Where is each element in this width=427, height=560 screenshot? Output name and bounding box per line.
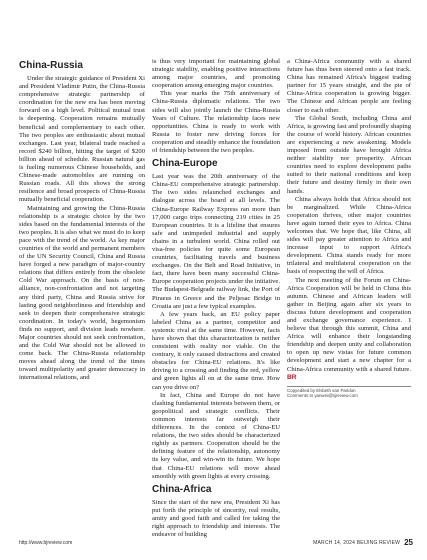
section-heading-china-europe: China-Europe xyxy=(152,158,218,170)
body-paragraph: A few years back, an EU policy paper labeled China as a partner, competitor and systemic rival at the same time. However, facts have shown that this characterization is neither consistent with reality nor viable. On the contrary, it only caused distractions and created obstacles for China-EU relations. It's like driving to a crossing and finding the red, yellow and green lights all on at the same time. How can you drive on? xyxy=(152,310,280,391)
body-paragraph: Last year was the 20th anniversary of the China-EU comprehensive strategic partnership. The two sides relaunched exchanges and dialogue across the board at all levels. The China-Europe Railway Express ran more than 17,000 cargo trips connecting 219 cities in 25 European countries. It is a lifeline that ensures safe and unimpeded industrial and supply chains in a turbulent world. China rolled out visa-free policies for quite some European countries, facilitating travels and business exchanges. On the Belt and Road Initiative, in fact, there have been many successful China-Europe cooperation projects under the initiative. The Budapest-Belgrade railway link, the Port of Piraeus in Greece and the Peljesac Bridge in Croatia are just a few typical examples. xyxy=(152,173,280,310)
body-paragraph: China always holds that Africa should not be marginalized. While China-Africa cooperation thrives, other major countries have again turned their eyes to Africa. China welcomes that. We hope that, like China, all sides will pay greater attention to Africa and increase input to support Africa's development. China stands ready for more trilateral and multilateral cooperation on the basis of respecting the will of Africa. xyxy=(287,195,411,276)
page-footer xyxy=(19,538,413,547)
body-paragraph: is thus very important for maintaining global strategic stability, enabling positive interactions among major countries, and promoting cooperation among emerging major countries. xyxy=(152,58,280,90)
body-paragraph: The Global South, including China and Africa, is growing fast and profoundly shaping the course of world history. African countries are experiencing a new awakening. Models imposed from outside have brought Africa neither stability nor prosperity. African countries need to explore development paths suited to their national conditions and keep their future and destiny firmly in their own hands. xyxy=(287,114,411,195)
column-1 xyxy=(19,58,145,383)
body-paragraph: Under the strategic guidance of President Xi and President Vladimir Putin, the China-Russia comprehensive strategic partnership of coordination for the new era has been moving forward on a high level. Political mutual trust is deepening. Cooperation remains mutually beneficial and complementary to each other. The two peoples are enthusiastic about mutual exchanges. Last year, bilateral trade reached a record $240 billion, hitting the target of $200 billion ahead of schedule. Russian natural gas is fueling numerous Chinese households, and Chinese-made automobiles are running on Russian roads. All this shows the strong resilience and broad prospects of China-Russia mutually beneficial cooperation. xyxy=(19,75,145,204)
body-paragraph: a China-Africa community with a shared future has thus been steered onto a fast track. China has remained Africa's biggest trading partner for 15 years straight, and the pie of China-Africa cooperation is growing bigger. The Chinese and African people are feeling closer to each other. xyxy=(287,58,411,114)
footer-issue: MARCH 14, 2024 BEIJING REVIEW xyxy=(313,539,401,546)
body-paragraph-last xyxy=(287,277,411,382)
footer-right xyxy=(313,538,413,547)
copyeditor-credit: Copyedited by Elsbeth van Paridon xyxy=(287,387,356,393)
end-mark: BR xyxy=(287,373,297,381)
body-paragraph: Since the start of the new era, President Xi has put forth the principle of sincerity, real results, amity and good faith and called for taking the right approach to friendship and interests. The endeavor of building xyxy=(152,498,280,539)
page-number: 25 xyxy=(404,538,413,547)
body-paragraph: This year marks the 75th anniversary of China-Russia diplomatic relations. The two sides will also jointly launch the China-Russia Years of Culture. The relationship faces new opportunities. China is ready to work with Russia to foster new driving forces for cooperation and steadily enhance the foundation of friendship between the two peoples. xyxy=(152,90,280,155)
body-paragraph: Maintaining and growing the China-Russia relationship is a strategic choice by the two sides based on the fundamental interests of the two peoples. It is also what we must do to keep pace with the trend of the world. As key major countries of the world and permanent members of the UN Security Council, China and Russia have forged a new paradigm of major-country relations that differs entirely from the obsolete Cold War approach. On the basis of non-alliance, non-confrontation and not targeting any third party, China and Russia strive for lasting good neighborliness and friendship and seek to deepen their comprehensive strategic coordination. In today's world, hegemonism finds no support, and division leads nowhere. Major countries should not seek confrontation, and the Cold War should not be allowed to come back. The China-Russia relationship moves ahead along the trend of the times toward multipolarity and greater democracy in international relations, and xyxy=(19,204,145,382)
section-heading-china-russia: China-Russia xyxy=(19,60,83,71)
section-heading-china-africa: China-Africa xyxy=(152,483,212,495)
body-paragraph: In fact, China and Europe do not have clashing fundamental interests between them, or geopolitical and strategic conflicts. Their common interests far outweigh their differences. In the context of China-EU relations, the two sides should be characterized rightly as partners. Cooperation should be the defining feature of the relationship, autonomy its key value, and win-win its future. We hope that China-EU relations will move ahead smoothly with green lights at every crossing. xyxy=(152,391,280,480)
credit-block xyxy=(287,386,411,399)
footer-url[interactable]: http://www.bjreview.com xyxy=(19,539,73,546)
column-2 xyxy=(152,58,280,539)
body-paragraph-text: The next meeting of the Forum on China-Africa Cooperation will be held in China this autumn. Chinese and African leaders will gather in Beijing again after six years to discuss future development and cooperation and exchange governance experience. I believe that through this summit, China and Africa will enhance their longstanding friendship and deepen unity and collaboration to open up new vistas for future common development and start a new chapter for a China-Africa community with a shared future. xyxy=(287,276,411,373)
column-3 xyxy=(287,58,411,399)
comments-contact: Comments to yanwei@bjreview.com xyxy=(287,393,358,399)
